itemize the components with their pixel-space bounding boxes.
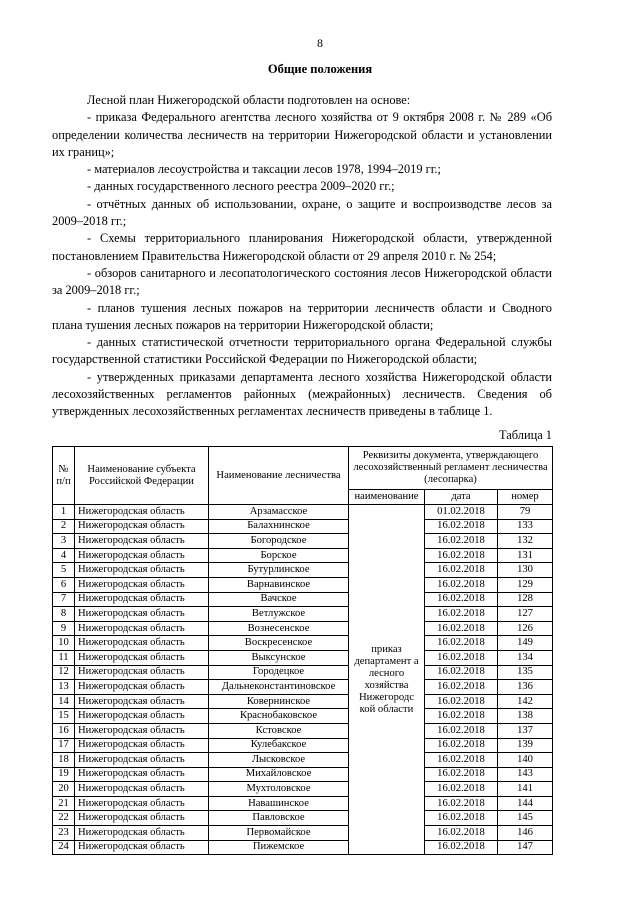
row-number-cell: 9 bbox=[53, 621, 75, 636]
paragraph: - приказа Федерального агентства лесного хозяйства от 9 октября 2008 г. № 289 «Об определении количества лесничеств на территории Нижегородской области и установлении их границ»; bbox=[52, 110, 552, 159]
date-cell: 16.02.2018 bbox=[425, 607, 498, 622]
paragraph: - материалов лесоустройства и таксации лесов 1978, 1994–2019 гг.; bbox=[87, 162, 441, 177]
doc-number-cell: 143 bbox=[498, 767, 553, 782]
forestry-cell: Вознесенское bbox=[209, 621, 349, 636]
doc-number-cell: 139 bbox=[498, 738, 553, 753]
doc-number-cell: 144 bbox=[498, 796, 553, 811]
table-row bbox=[53, 796, 553, 811]
table-row bbox=[53, 607, 553, 622]
document-name-cell: приказ департамент а лесного хозяйства Нижегородс кой области bbox=[349, 505, 425, 855]
paragraph: - данных статистической отчетности территориального органа Федеральной службы государственной статистики Российской Федерации по Нижегородской области; bbox=[52, 335, 552, 367]
region-cell: Нижегородская область bbox=[75, 519, 209, 534]
table-row bbox=[53, 505, 553, 520]
date-cell: 16.02.2018 bbox=[425, 826, 498, 841]
forestry-cell: Вачское bbox=[209, 592, 349, 607]
forestry-cell: Лысковское bbox=[209, 753, 349, 768]
date-cell: 16.02.2018 bbox=[425, 519, 498, 534]
forestry-cell: Богородское bbox=[209, 534, 349, 549]
date-cell: 16.02.2018 bbox=[425, 665, 498, 680]
forestry-cell: Первомайское bbox=[209, 826, 349, 841]
region-cell: Нижегородская область bbox=[75, 650, 209, 665]
doc-number-cell: 127 bbox=[498, 607, 553, 622]
region-cell: Нижегородская область bbox=[75, 665, 209, 680]
region-cell: Нижегородская область bbox=[75, 738, 209, 753]
row-number-cell: 24 bbox=[53, 840, 75, 855]
header-name: наименование bbox=[349, 490, 425, 505]
date-cell: 16.02.2018 bbox=[425, 796, 498, 811]
body-text bbox=[52, 92, 552, 421]
table-row bbox=[53, 753, 553, 768]
doc-number-cell: 138 bbox=[498, 709, 553, 724]
header-date: дата bbox=[425, 490, 498, 505]
row-number-cell: 5 bbox=[53, 563, 75, 578]
doc-number-cell: 128 bbox=[498, 592, 553, 607]
row-number-cell: 7 bbox=[53, 592, 75, 607]
table-row bbox=[53, 826, 553, 841]
region-cell: Нижегородская область bbox=[75, 621, 209, 636]
region-cell: Нижегородская область bbox=[75, 782, 209, 797]
table-row bbox=[53, 563, 553, 578]
date-cell: 16.02.2018 bbox=[425, 811, 498, 826]
date-cell: 16.02.2018 bbox=[425, 767, 498, 782]
doc-number-cell: 147 bbox=[498, 840, 553, 855]
row-number-cell: 23 bbox=[53, 826, 75, 841]
doc-number-cell: 140 bbox=[498, 753, 553, 768]
forestry-cell: Городецкое bbox=[209, 665, 349, 680]
header-number: номер bbox=[498, 490, 553, 505]
forestry-cell: Борское bbox=[209, 548, 349, 563]
row-number-cell: 19 bbox=[53, 767, 75, 782]
row-number-cell: 15 bbox=[53, 709, 75, 724]
forestry-cell: Ковернинское bbox=[209, 694, 349, 709]
row-number-cell: 13 bbox=[53, 680, 75, 695]
forestry-cell: Варнавинское bbox=[209, 577, 349, 592]
table-row bbox=[53, 767, 553, 782]
table-label: Таблица 1 bbox=[499, 428, 552, 442]
table-row bbox=[53, 680, 553, 695]
table-row bbox=[53, 534, 553, 549]
region-cell: Нижегородская область bbox=[75, 723, 209, 738]
date-cell: 16.02.2018 bbox=[425, 650, 498, 665]
doc-number-cell: 141 bbox=[498, 782, 553, 797]
date-cell: 16.02.2018 bbox=[425, 840, 498, 855]
date-cell: 16.02.2018 bbox=[425, 621, 498, 636]
row-number-cell: 16 bbox=[53, 723, 75, 738]
region-cell: Нижегородская область bbox=[75, 563, 209, 578]
table-row bbox=[53, 548, 553, 563]
forestry-regulations-table bbox=[52, 446, 553, 855]
forestry-cell: Краснобаковское bbox=[209, 709, 349, 724]
region-cell: Нижегородская область bbox=[75, 694, 209, 709]
table-row bbox=[53, 840, 553, 855]
paragraph: - обзоров санитарного и лесопатологического состояния лесов Нижегородской области за 2009–2018 гг.; bbox=[52, 265, 552, 298]
row-number-cell: 3 bbox=[53, 534, 75, 549]
region-cell: Нижегородская область bbox=[75, 796, 209, 811]
region-cell: Нижегородская область bbox=[75, 840, 209, 855]
row-number-cell: 1 bbox=[53, 505, 75, 520]
date-cell: 16.02.2018 bbox=[425, 782, 498, 797]
row-number-cell: 17 bbox=[53, 738, 75, 753]
row-number-cell: 2 bbox=[53, 519, 75, 534]
region-cell: Нижегородская область bbox=[75, 636, 209, 651]
table-row bbox=[53, 519, 553, 534]
forestry-cell: Кстовское bbox=[209, 723, 349, 738]
doc-number-cell: 137 bbox=[498, 723, 553, 738]
forestry-cell: Балахнинское bbox=[209, 519, 349, 534]
date-cell: 16.02.2018 bbox=[425, 694, 498, 709]
table-row bbox=[53, 592, 553, 607]
date-cell: 16.02.2018 bbox=[425, 548, 498, 563]
date-cell: 16.02.2018 bbox=[425, 753, 498, 768]
table-row bbox=[53, 665, 553, 680]
date-cell: 16.02.2018 bbox=[425, 738, 498, 753]
row-number-cell: 18 bbox=[53, 753, 75, 768]
table-row bbox=[53, 811, 553, 826]
region-cell: Нижегородская область bbox=[75, 607, 209, 622]
table-row bbox=[53, 694, 553, 709]
doc-number-cell: 142 bbox=[498, 694, 553, 709]
paragraph: - отчётных данных об использовании, охране, о защите и воспроизводстве лесов за 2009–2018 гг.; bbox=[52, 196, 552, 229]
forestry-cell: Кулебакское bbox=[209, 738, 349, 753]
paragraph: Лесной план Нижегородской области подготовлен на основе: bbox=[87, 93, 411, 107]
header-forestry: Наименование лесничества bbox=[209, 447, 349, 505]
doc-number-cell: 130 bbox=[498, 563, 553, 578]
paragraph: - утвержденных приказами департамента лесного хозяйства Нижегородской области лесохозяйственных регламентов районных (межрайонных) лесничеств. Сведения об утвержденных лесохозяйственных регламентах лесничеств приведены в таблице 1. bbox=[52, 369, 552, 419]
row-number-cell: 20 bbox=[53, 782, 75, 797]
header-num: № п/п bbox=[53, 447, 75, 505]
table-row bbox=[53, 723, 553, 738]
row-number-cell: 6 bbox=[53, 577, 75, 592]
doc-number-cell: 145 bbox=[498, 811, 553, 826]
region-cell: Нижегородская область bbox=[75, 534, 209, 549]
region-cell: Нижегородская область bbox=[75, 577, 209, 592]
doc-number-cell: 132 bbox=[498, 534, 553, 549]
table-row bbox=[53, 709, 553, 724]
section-title: Общие положения bbox=[267, 62, 373, 76]
forestry-cell: Пижемское bbox=[209, 840, 349, 855]
forestry-cell: Павловское bbox=[209, 811, 349, 826]
doc-number-cell: 131 bbox=[498, 548, 553, 563]
doc-number-cell: 79 bbox=[498, 505, 553, 520]
page-number: 8 bbox=[317, 36, 323, 50]
doc-number-cell: 135 bbox=[498, 665, 553, 680]
region-cell: Нижегородская область bbox=[75, 505, 209, 520]
row-number-cell: 21 bbox=[53, 796, 75, 811]
date-cell: 16.02.2018 bbox=[425, 592, 498, 607]
forestry-cell: Михайловское bbox=[209, 767, 349, 782]
date-cell: 16.02.2018 bbox=[425, 709, 498, 724]
doc-number-cell: 133 bbox=[498, 519, 553, 534]
date-cell: 16.02.2018 bbox=[425, 636, 498, 651]
doc-number-cell: 149 bbox=[498, 636, 553, 651]
row-number-cell: 11 bbox=[53, 650, 75, 665]
row-number-cell: 14 bbox=[53, 694, 75, 709]
forestry-cell: Воскресенское bbox=[209, 636, 349, 651]
region-cell: Нижегородская область bbox=[75, 767, 209, 782]
row-number-cell: 10 bbox=[53, 636, 75, 651]
date-cell: 16.02.2018 bbox=[425, 680, 498, 695]
doc-number-cell: 146 bbox=[498, 826, 553, 841]
forestry-cell: Навашинское bbox=[209, 796, 349, 811]
table-row bbox=[53, 636, 553, 651]
row-number-cell: 8 bbox=[53, 607, 75, 622]
table-row bbox=[53, 738, 553, 753]
doc-number-cell: 134 bbox=[498, 650, 553, 665]
table-row bbox=[53, 650, 553, 665]
row-number-cell: 12 bbox=[53, 665, 75, 680]
forestry-cell: Мухтоловское bbox=[209, 782, 349, 797]
region-cell: Нижегородская область bbox=[75, 548, 209, 563]
table-row bbox=[53, 577, 553, 592]
forestry-cell: Бутурлинское bbox=[209, 563, 349, 578]
date-cell: 16.02.2018 bbox=[425, 563, 498, 578]
region-cell: Нижегородская область bbox=[75, 592, 209, 607]
date-cell: 16.02.2018 bbox=[425, 534, 498, 549]
paragraph: - планов тушения лесных пожаров на территории лесничеств области и Сводного плана тушения лесных пожаров на территории Нижегородской области; bbox=[52, 300, 552, 332]
date-cell: 01.02.2018 bbox=[425, 505, 498, 520]
doc-number-cell: 136 bbox=[498, 680, 553, 695]
date-cell: 16.02.2018 bbox=[425, 577, 498, 592]
region-cell: Нижегородская область bbox=[75, 709, 209, 724]
header-subject: Наименование субъекта Российской Федерации bbox=[75, 447, 209, 505]
table-row bbox=[53, 621, 553, 636]
header-document-group: Реквизиты документа, утверждающего лесохозяйственный регламент лесничества (лесопарка) bbox=[349, 447, 553, 490]
forestry-cell: Арзамасское bbox=[209, 505, 349, 520]
region-cell: Нижегородская область bbox=[75, 680, 209, 695]
doc-number-cell: 126 bbox=[498, 621, 553, 636]
forestry-cell: Выксунское bbox=[209, 650, 349, 665]
forestry-cell: Ветлужское bbox=[209, 607, 349, 622]
region-cell: Нижегородская область bbox=[75, 753, 209, 768]
table-row bbox=[53, 782, 553, 797]
doc-number-cell: 129 bbox=[498, 577, 553, 592]
row-number-cell: 22 bbox=[53, 811, 75, 826]
region-cell: Нижегородская область bbox=[75, 826, 209, 841]
paragraph: - Схемы территориального планирования Нижегородской области, утвержденной постановлением Правительства Нижегородской области от 29 апреля 2010 г. № 254; bbox=[52, 231, 552, 263]
region-cell: Нижегородская область bbox=[75, 811, 209, 826]
date-cell: 16.02.2018 bbox=[425, 723, 498, 738]
paragraph: - данных государственного лесного реестра 2009–2020 гг.; bbox=[87, 179, 395, 194]
row-number-cell: 4 bbox=[53, 548, 75, 563]
forestry-cell: Дальнеконстантиновское bbox=[209, 680, 349, 695]
